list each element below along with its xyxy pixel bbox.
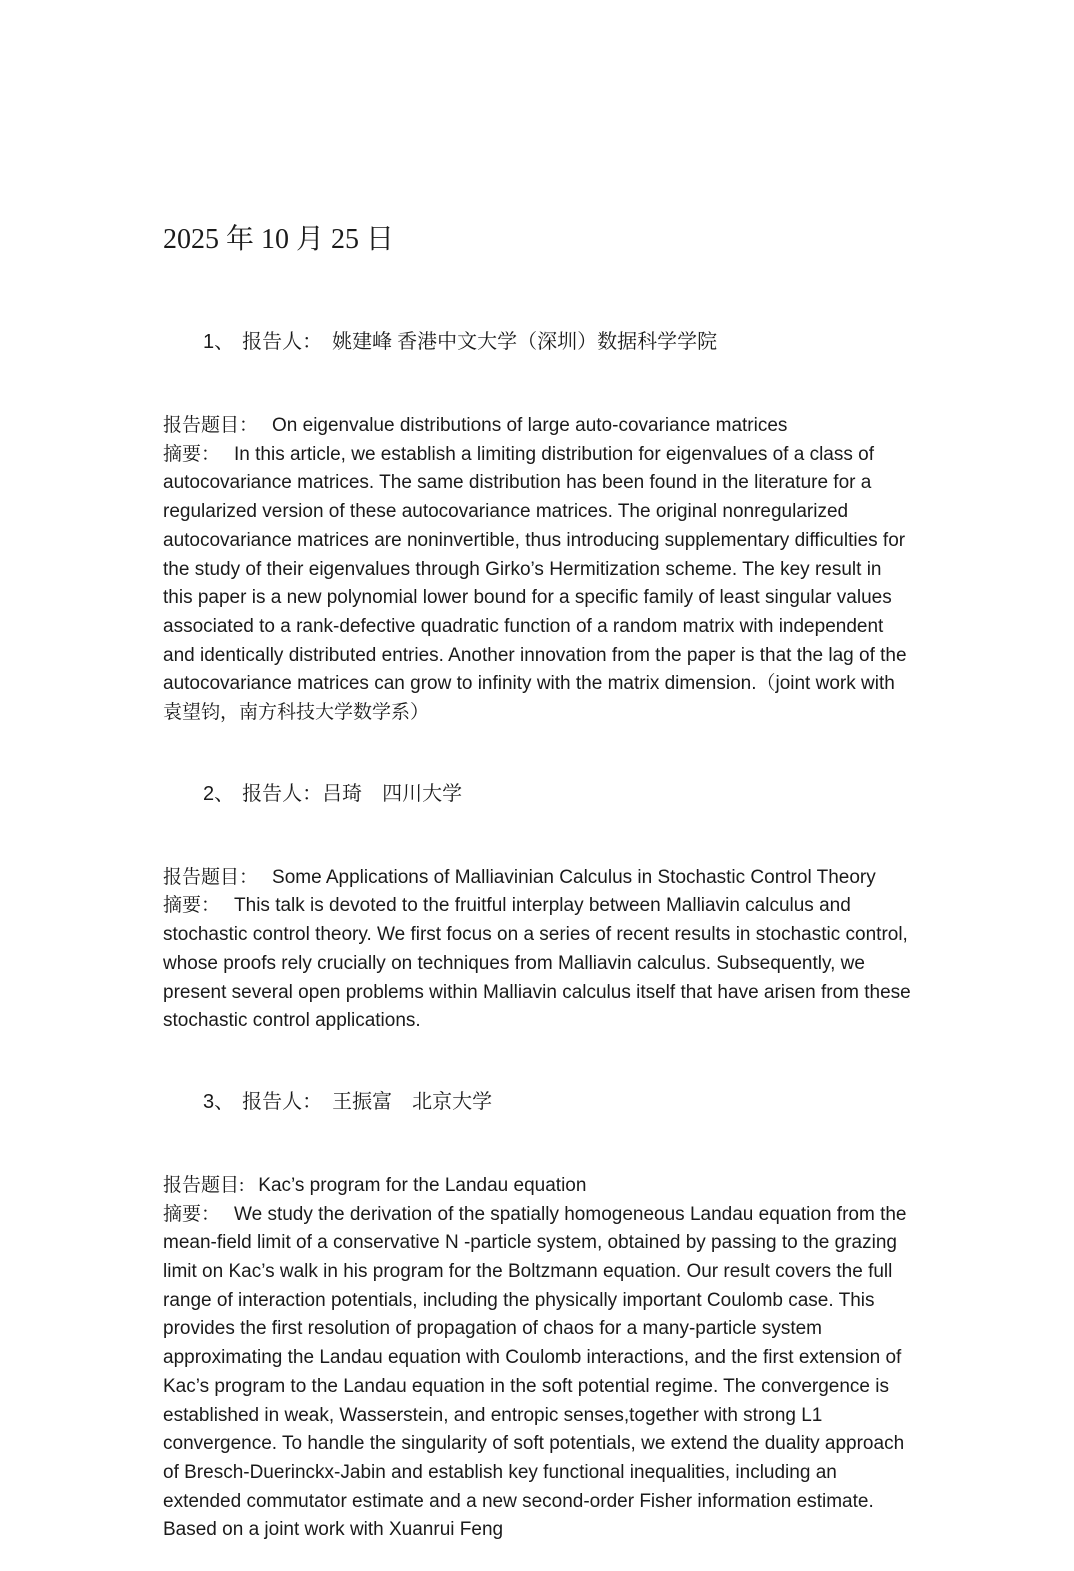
talk-details bbox=[163, 412, 915, 728]
speaker-line bbox=[163, 302, 915, 383]
talk-entry-1 bbox=[163, 302, 915, 728]
abstract-text: In this article, we establish a limiting distribution for eigenvalues of a class of autocovariance matrices. The same distribution has been found in the literature for a regularized version of these autocovariance matrices. The original nonregularized autocovariance matrices are noninvertible, thus introducing supplementary difficulties for the study of their eigenvalues through Girko’s Hermitization scheme. The key result in this paper is a new polynomial lower bound for a specific family of least singular values associated to a rank-defective quadratic function of a random matrix with independent and identically distributed entries. Another innovation from the paper is that the lag of the autocovariance matrices can grow to infinity with the matrix dimension.（joint work with 袁望钧，南方科技大学数学系） bbox=[163, 443, 912, 724]
talk-title: Some Applications of Malliavinian Calculus in Stochastic Control Theory bbox=[272, 866, 876, 888]
talk-entry-2 bbox=[163, 754, 915, 1036]
title-line bbox=[163, 1172, 915, 1201]
speaker-name: 姚建峰 香港中文大学（深圳）数据科学学院 bbox=[312, 331, 718, 353]
speaker-name: 吕琦 四川大学 bbox=[322, 782, 463, 805]
title-line bbox=[163, 864, 915, 893]
title-label: 报告题目： bbox=[163, 415, 259, 436]
talk-details bbox=[163, 864, 915, 1036]
speaker-label: 报告人： bbox=[242, 782, 323, 805]
abstract-label: 摘要： bbox=[163, 895, 221, 917]
abstract-paragraph bbox=[163, 441, 915, 728]
speaker-line bbox=[163, 754, 915, 835]
talk-number: 2、 bbox=[203, 782, 235, 805]
speaker-label: 报告人： bbox=[242, 331, 313, 353]
abstract-paragraph bbox=[163, 892, 915, 1036]
title-line bbox=[163, 412, 915, 441]
abstract-paragraph bbox=[163, 1201, 915, 1545]
abstract-text: This talk is devoted to the fruitful interplay between Malliavin calculus and stochastic control theory. We first focus on a series of recent results in stochastic control, whose proofs rely crucially on techniques from Malliavin calculus. Subsequently, we present several open problems within Malliavin calculus itself that have arisen from these stochastic control applications. bbox=[163, 895, 916, 1032]
abstract-text: We study the derivation of the spatially homogeneous Landau equation from the mean-field limit of a conservative N -particle system, obtained by passing to the grazing limit on Kac’s walk in his program for the Boltzmann equation. Our result covers the full range of interaction potentials, including the physically important Coulomb case. This provides the first resolution of propagation of chaos for a many-particle system approximating the Landau equation with Coulomb interactions, and the first extension of Kac’s program to the Landau equation in the soft potential regime. The convergence is established in weak, Wasserstein, and entropic senses,together with strong L1 convergence. To handle the singularity of soft potentials, we extend the duality approach of Bresch-Duerinckx-Jabin and establish key functional inequalities, including an extended commutator estimate and a new second-order Fisher information estimate. Based on a joint work with Xuanrui Feng bbox=[163, 1203, 912, 1541]
speaker-label: 报告人： bbox=[242, 1090, 313, 1113]
talk-entry-3 bbox=[163, 1062, 915, 1545]
abstract-label: 摘要： bbox=[163, 1203, 221, 1225]
speaker-name: 王振富 北京大学 bbox=[312, 1090, 493, 1113]
title-label: 报告题目： bbox=[163, 866, 259, 888]
title-label: 报告题目: bbox=[163, 1174, 245, 1196]
document-content bbox=[163, 222, 915, 1571]
talk-number: 3、 bbox=[203, 1090, 235, 1113]
abstract-label: 摘要： bbox=[163, 443, 221, 465]
date-heading: 2025 年 10 月 25 日 bbox=[163, 224, 395, 255]
talk-title: Kac’s program for the Landau equation bbox=[258, 1174, 587, 1196]
talk-title: On eigenvalue distributions of large auto-covariance matrices bbox=[272, 415, 788, 436]
speaker-line bbox=[163, 1062, 915, 1143]
talk-number: 1、 bbox=[203, 331, 235, 353]
talk-details bbox=[163, 1172, 915, 1545]
